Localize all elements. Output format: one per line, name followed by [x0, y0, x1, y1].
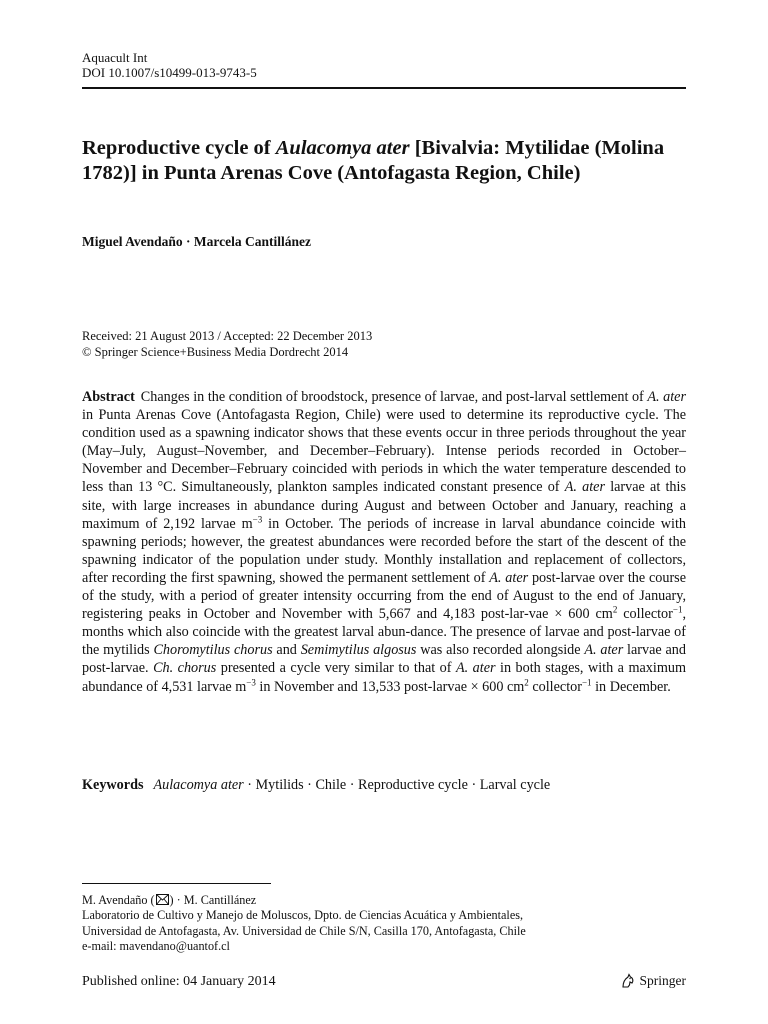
received-accepted: Received: 21 August 2013 / Accepted: 22 December 2013	[82, 329, 373, 343]
species-name: A. ater	[564, 479, 605, 496]
author-list: Miguel Avendaño · Marcela Cantillánez	[82, 234, 311, 249]
title-text: Reproductive cycle of	[82, 137, 276, 159]
keywords	[82, 776, 686, 795]
abstract-label: Abstract	[82, 389, 135, 405]
keywords-label: Keywords	[82, 777, 144, 793]
species-name: A. ater	[489, 569, 529, 586]
email-link[interactable]: e-mail: mavendano@uantof.cl	[82, 938, 230, 953]
species-name: Ch. chorus	[153, 660, 217, 677]
abstract	[82, 388, 686, 696]
superscript: −3	[252, 513, 263, 524]
abstract-text: in both stages, with a maximum abundance of 4,531 larvae m	[82, 660, 686, 695]
author-name: M. Avendaño (	[82, 893, 155, 907]
copyright: © Springer Science+Business Media Dordrecht 2014	[82, 345, 349, 359]
abstract-text: in November and 13,533 post-larvae × 600 cm	[255, 678, 525, 695]
abstract-text: in October. The periods of increase in larval abundance coincide with spawning periods; however, the greatest abundances were recorded before the start of the descent of the spawning indicator of the population under study. Monthly installation and replacement of collectors, after recording the first spawning, showed the permanent settlement of	[82, 515, 686, 586]
abstract-text: presented a cycle very similar to that of	[216, 660, 456, 677]
species-name: Semimytilus algosus	[300, 642, 417, 659]
affiliation-line: Laboratorio de Cultivo y Manejo de Moluscos, Dpto. de Ciencias Acuática y Ambientales,	[82, 908, 524, 923]
species-name: A. ater	[647, 389, 686, 405]
publisher-logo	[620, 973, 687, 989]
abstract-text: in Punta Arenas Cove (Antofagasta Region, Chile) were used to determine its reproductive cycle. The condition used as a spawning indicator shows that these events occur in three periods throughout the year (May–July, August–November, and December–February). Intense periods recorded in October–November and December–February coincided with periods in which the water temperature descended to less than 13 °C. Simultaneously, plankton samples indicated constant presence of	[82, 407, 686, 496]
keyword-list: · Mytilids · Chile · Reproductive cycle · Larval cycle	[243, 777, 551, 793]
abstract-text: post-larvae over the course of the study, with a period of greater intensity occurring from the end of August to the end of January, registering peaks in October and November with 5,667 and 4,183 post-lar-vae × 600 cm	[82, 569, 686, 623]
affiliation	[82, 893, 526, 954]
abstract-text: was also recorded alongside	[416, 642, 585, 659]
abstract-text: larvae and post-larvae.	[82, 642, 686, 677]
species-name: Choromytilus chorus	[153, 642, 273, 659]
published-online: Published online: 04 January 2014	[82, 974, 276, 989]
title-text-rest: [Bivalvia: Mytilidae (Molina 1782)] in Punta Arenas Cove (Antofagasta Region, Chile)	[82, 137, 665, 184]
author-name-rest: ) · M. Cantillánez	[169, 893, 257, 907]
footnote-rule	[82, 883, 271, 884]
keyword-species: Aulacomya ater	[153, 777, 244, 793]
header-rule	[82, 87, 686, 89]
superscript: 2	[612, 604, 618, 615]
superscript: −1	[581, 676, 592, 687]
abstract-text: collector	[617, 606, 673, 623]
abstract-text: in December.	[591, 678, 671, 695]
superscript: −3	[246, 676, 256, 687]
abstract-text: and	[272, 642, 301, 659]
publisher-name: Springer	[639, 973, 686, 988]
species-name: A. ater	[584, 642, 624, 659]
article-title	[82, 136, 682, 186]
envelope-icon	[156, 894, 169, 905]
journal-header	[82, 50, 257, 80]
abstract-text: , months which also coincide with the greatest larval abun-dance. The presence of larvae and post-larvae of the mytilids	[82, 606, 686, 659]
article-dates	[82, 328, 372, 360]
affiliation-line: Universidad de Antofagasta, Av. Universidad de Chile S/N, Casilla 170, Antofagasta, Chile	[82, 923, 526, 938]
title-species: Aulacomya ater	[275, 137, 410, 159]
journal-name: Aquacult Int	[82, 50, 148, 65]
springer-horse-icon	[620, 973, 636, 989]
correspondence-line	[82, 893, 526, 908]
abstract-text: larvae at this site, with large increases in abundance during August and between October and January, reaching a maximum of 2,192 larvae m	[82, 479, 686, 532]
superscript: −1	[672, 604, 683, 615]
superscript: 2	[524, 676, 529, 687]
species-name: A. ater	[455, 660, 496, 677]
abstract-text: Changes in the condition of broodstock, presence of larvae, and post-larval settlement of	[140, 389, 648, 405]
doi: DOI 10.1007/s10499-013-9743-5	[82, 65, 257, 80]
abstract-text: collector	[528, 678, 582, 695]
